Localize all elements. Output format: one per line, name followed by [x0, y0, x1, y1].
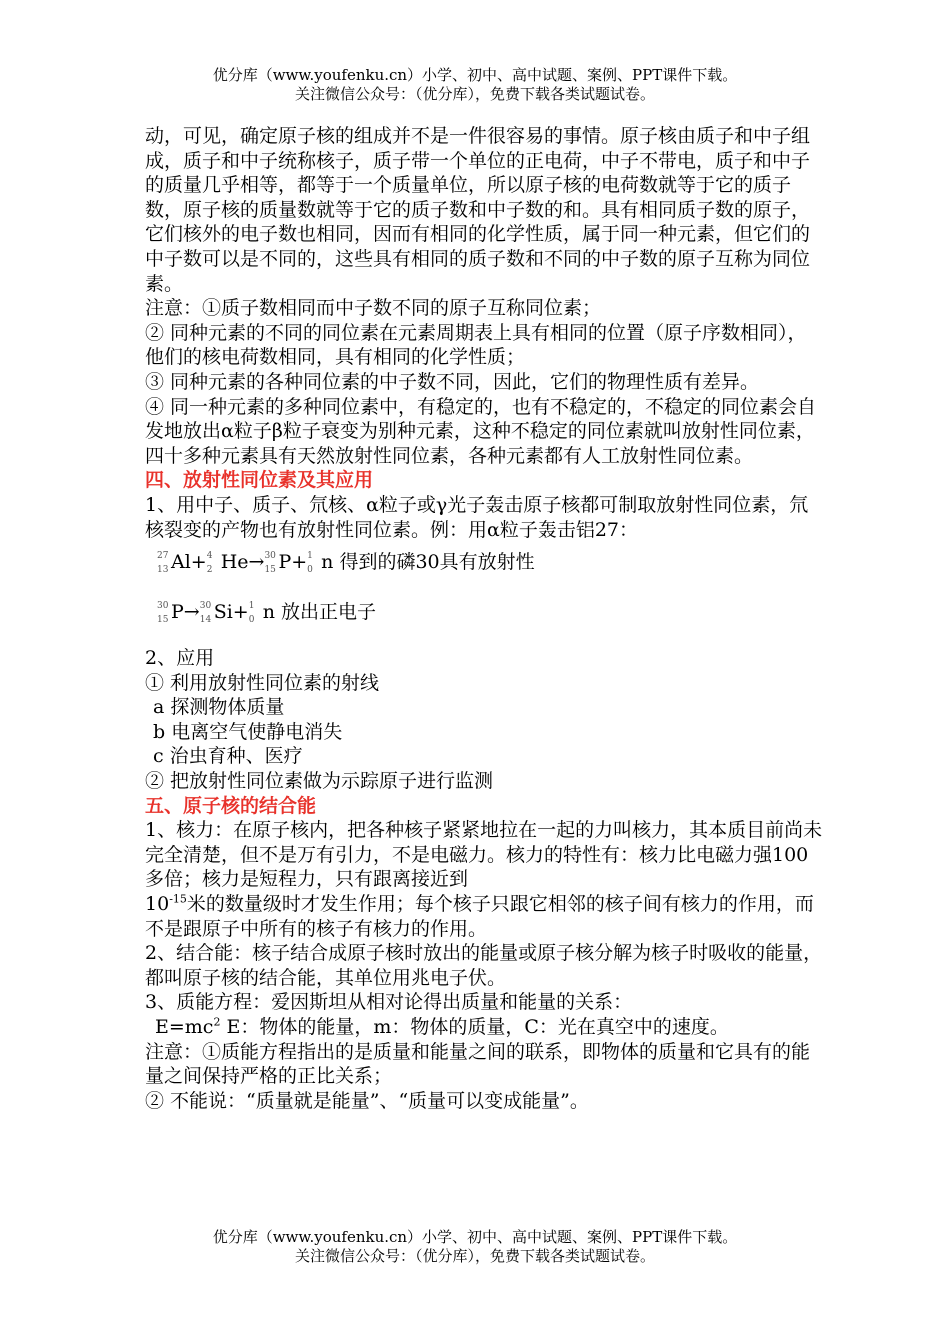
isotope-he: 4 2	[206, 551, 213, 576]
nuclear-equation-2: 30 15 P→ 30 14 Si+ 1 0 n 放出正电子	[157, 601, 377, 626]
section-heading-4: 四、放射性同位素及其应用	[145, 469, 374, 492]
equation-1-text: 得到的磷30具有放射性	[339, 551, 535, 574]
nuclear-equation-1: 27 13 Al+ 4 2 He→ 30 15 P+ 1 0 n 得到的磷30具有放射性	[157, 551, 535, 576]
section4-application: 2、应用	[145, 647, 215, 670]
mass-energy-equation: $E=mc^2$ E：物体的能量，m：物体的质量，C：光在真空中的速度。	[155, 1015, 729, 1038]
paragraph-isotope-intro: 动，可见，确定原子核的组成并不是一件很容易的事情。原子核由质子和中子组成，质子和中子统称核子，质子带一个单位的正电荷，中子不带电，质子和中子的质量几乎相等，都等于一个质量单位，所以原子核的电荷数就等于它的质子数，原子核的质量数就等于它的质子数和中子数的和。具有相同质子数的原子，它们核外的电子数也相同，因而有相同的化学性质，属于同一种元素，但它们的中子数可以是不同的，这些具有相同的质子数和不同的中子数的原子互称为同位素。	[145, 125, 811, 295]
header-line-1: 优分库（www.youfenku.cn）小学、初中、高中试题、案例、PPT课件下载。	[212, 66, 738, 84]
equation-2-text: 放出正电子	[281, 601, 377, 624]
footer-line-2: 关注微信公众号：（优分库），免费下载各类试题试卷。	[294, 1247, 655, 1265]
application-sub-c: c 治虫育种、医疗	[153, 745, 303, 768]
section5-paragraph-1: 1、核力：在原子核内，把各种核子紧紧地拉在一起的力叫核力，其本质目前尚未完全清楚，但不是万有引力，不是电磁力。核力的特性有：核力比电磁力强100多倍；核力是短程力，只有跟离接近到 $10^{-15}$米的数量级时才发生作用；每个核子只跟它相邻的核子间有核力的作用，而不是跟原子中所有的核子有核力的作用。	[145, 819, 823, 940]
section5-paragraph-2: 2、结合能：核子结合成原子核时放出的能量或原子核分解为核子时吸收的能量，都叫原子核的结合能，其单位用兆电子伏。	[145, 942, 823, 989]
note-1: 注意：①质子数相同而中子数不同的原子互称同位素；	[145, 297, 602, 320]
isotope-p: 30 15	[264, 551, 276, 576]
application-sub-a: a 探测物体质量	[153, 696, 285, 719]
application-sub-b: b 电离空气使静电消失	[153, 720, 343, 743]
section5-paragraph-3: 3、质能方程：爱因斯坦从相对论得出质量和能量的关系：	[145, 991, 633, 1014]
section4-paragraph-1: 1、用中子、质子、氘核、α粒子或γ光子轰击原子核都可制取放射性同位素，氘核裂变的产物也有放射性同位素。例：用α粒子轰击铝27：	[145, 493, 809, 541]
page-footer	[0, 1228, 950, 1266]
footer-line-1: 优分库（www.youfenku.cn）小学、初中、高中试题、案例、PPT课件下载。	[212, 1228, 738, 1246]
section5-note-2: ② 不能说：“质量就是能量”、“质量可以变成能量”。	[145, 1089, 589, 1112]
isotope-n: 1 0	[248, 601, 255, 626]
note-2: ② 同种元素的不同的同位素在元素周期表上具有相同的位置（原子序数相同），他们的核电荷数相同，具有相同的化学性质；	[145, 321, 807, 369]
document-body	[145, 124, 825, 1113]
isotope-p: 30 15	[157, 601, 169, 626]
isotope-n: 1 0	[307, 551, 313, 576]
isotope-si: 30 14	[199, 601, 212, 626]
section-heading-5: 五、原子核的结合能	[145, 794, 317, 817]
page-header	[0, 66, 950, 104]
application-item-2: ② 把放射性同位素做为示踪原子进行监测	[145, 770, 494, 793]
section5-note-1: 注意：①质能方程指出的是质量和能量之间的联系，即物体的质量和它具有的能量之间保持严格的正比关系；	[145, 1040, 811, 1088]
note-3: ③ 同种元素的各种同位素的中子数不同，因此，它们的物理性质有差异。	[145, 370, 760, 393]
note-4: ④ 同一种元素的多种同位素中，有稳定的，也有不稳定的，不稳定的同位素会自发地放出α粒子β粒子衰变为别种元素，这种不稳定的同位素就叫放射性同位素，四十多种元素具有天然放射性同位素，各种元素都有人工放射性同位素。	[145, 395, 817, 467]
application-item-1: ① 利用放射性同位素的射线	[145, 671, 380, 694]
isotope-al: 27 13	[157, 551, 169, 576]
header-line-2: 关注微信公众号：（优分库），免费下载各类试题试卷。	[294, 85, 655, 103]
